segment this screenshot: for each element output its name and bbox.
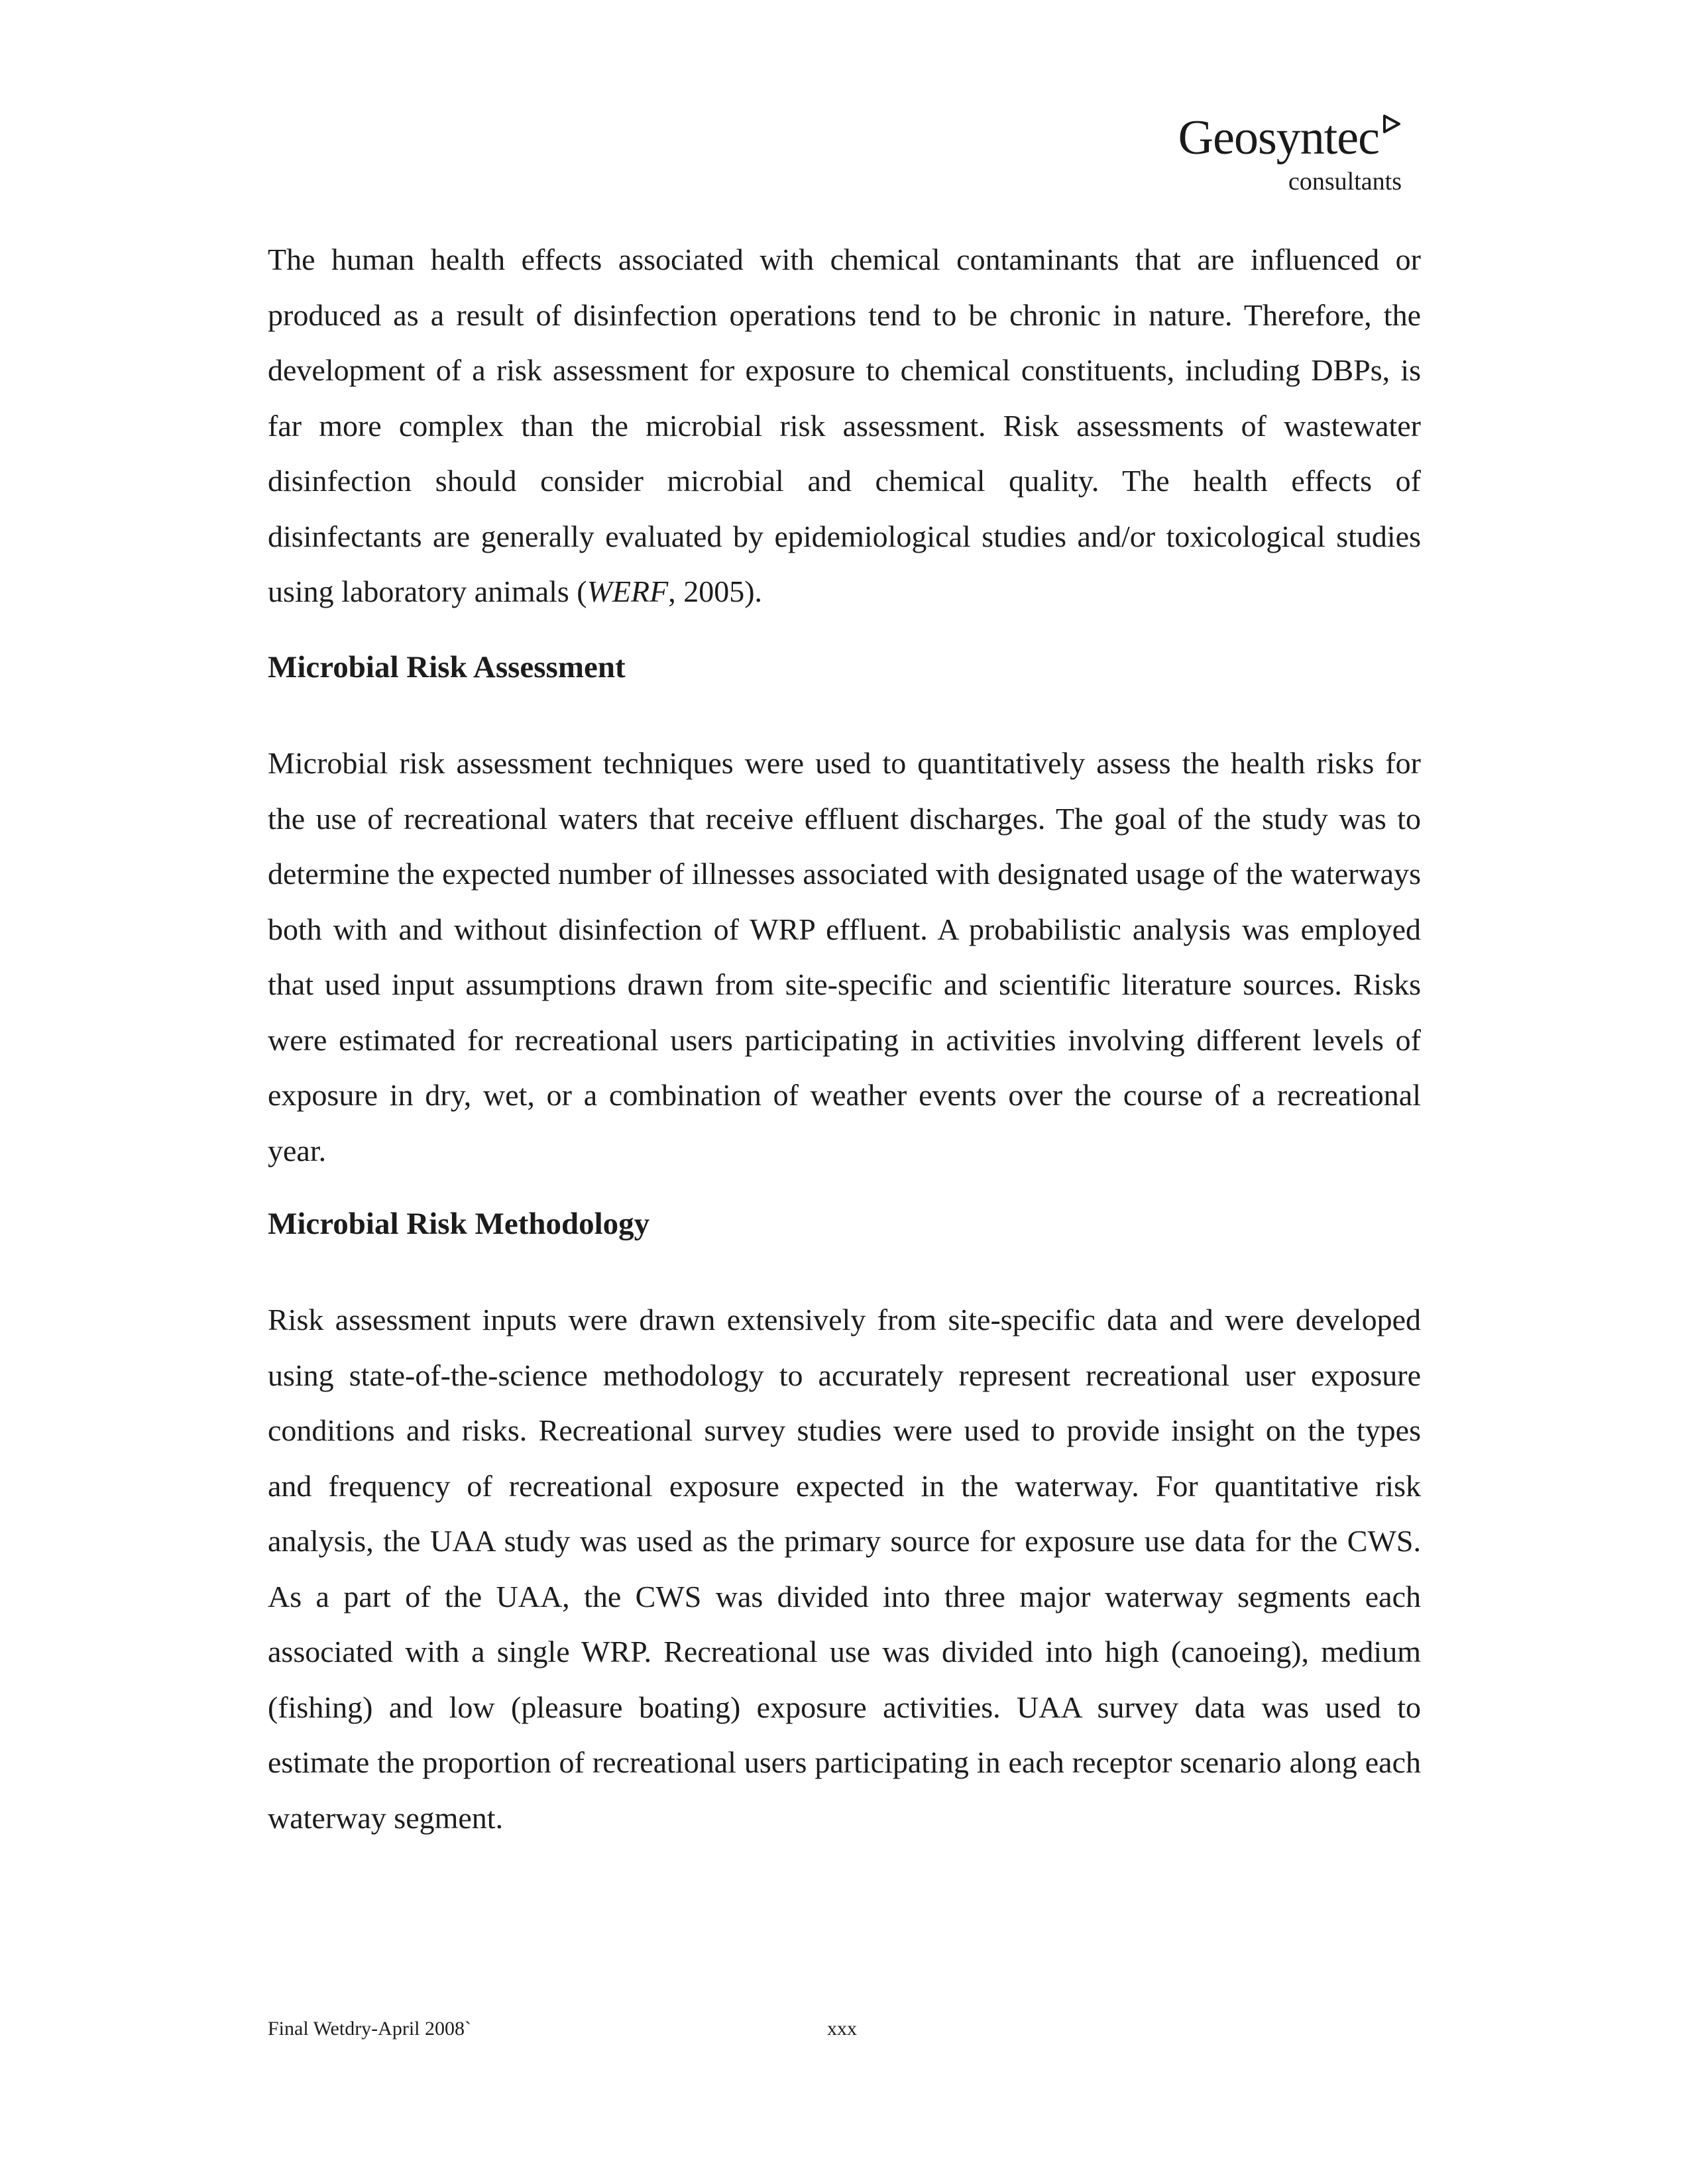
section-heading-microbial-risk-methodology: Microbial Risk Methodology — [268, 1207, 650, 1241]
paragraph-microbial-risk-assessment: Microbial risk assessment techniques were used to quantitatively assess the health risks for the use of recreational waters that receive effluent discharges. The goal of the study was to determine the expected number of illnesses associated with designated usage of the waterways both with and without disinfection of WRP effluent. A probabilistic analysis was employed that used input assumptions drawn from site-specific and scientific literature sources. Risks were estimated for recreational users participating in activities involving different levels of exposure in dry, wet, or a combination of weather events over the course of a recreational year. — [268, 746, 1421, 1168]
citation-werf: WERF — [587, 574, 669, 608]
logo-wordmark — [1178, 111, 1402, 164]
section-heading-microbial-risk-assessment: Microbial Risk Assessment — [268, 650, 626, 684]
logo-subtitle: consultants — [1288, 168, 1402, 195]
footer-page-number: xxx — [827, 2018, 857, 2040]
footer-document-label: Final Wetdry-April 2008` — [268, 2018, 471, 2040]
paragraph-health-effects — [268, 232, 1421, 620]
company-logo — [1178, 111, 1402, 196]
logo-name: Geosyntec — [1178, 111, 1379, 165]
triangle-arrow-icon — [1382, 114, 1402, 137]
citation-year: , 2005). — [668, 574, 763, 608]
paragraph-microbial-risk-methodology: Risk assessment inputs were drawn extensively from site-specific data and were developed using state-of-the-science methodology to accurately represent recreational user exposure conditions and risks. Recreational survey studies were used to provide insight on the types and frequency of recreational exposure expected in the waterway. For quantitative risk analysis, the UAA study was used as the primary source for exposure use data for the CWS. As a part of the UAA, the CWS was divided into three major waterway segments each associated with a single WRP. Recreational use was divided into high (canoeing), medium (fishing) and low (pleasure boating) exposure activities. UAA survey data was used to estimate the proportion of recreational users participating in each receptor scenario along each waterway segment. — [268, 1303, 1421, 1835]
paragraph-text: The human health effects associated with chemical contaminants that are influenced or produced as a result of disinfection operations tend to be chronic in nature. Therefore, the development of a risk assessment for exposure to chemical constituents, including DBPs, is far more complex than the microbial risk assessment. Risk assessments of wastewater disinfection should consider microbial and chemical quality. The health effects of disinfectants are generally evaluated by epidemiological studies and/or toxicological studies using laboratory animals ( — [268, 243, 1421, 608]
